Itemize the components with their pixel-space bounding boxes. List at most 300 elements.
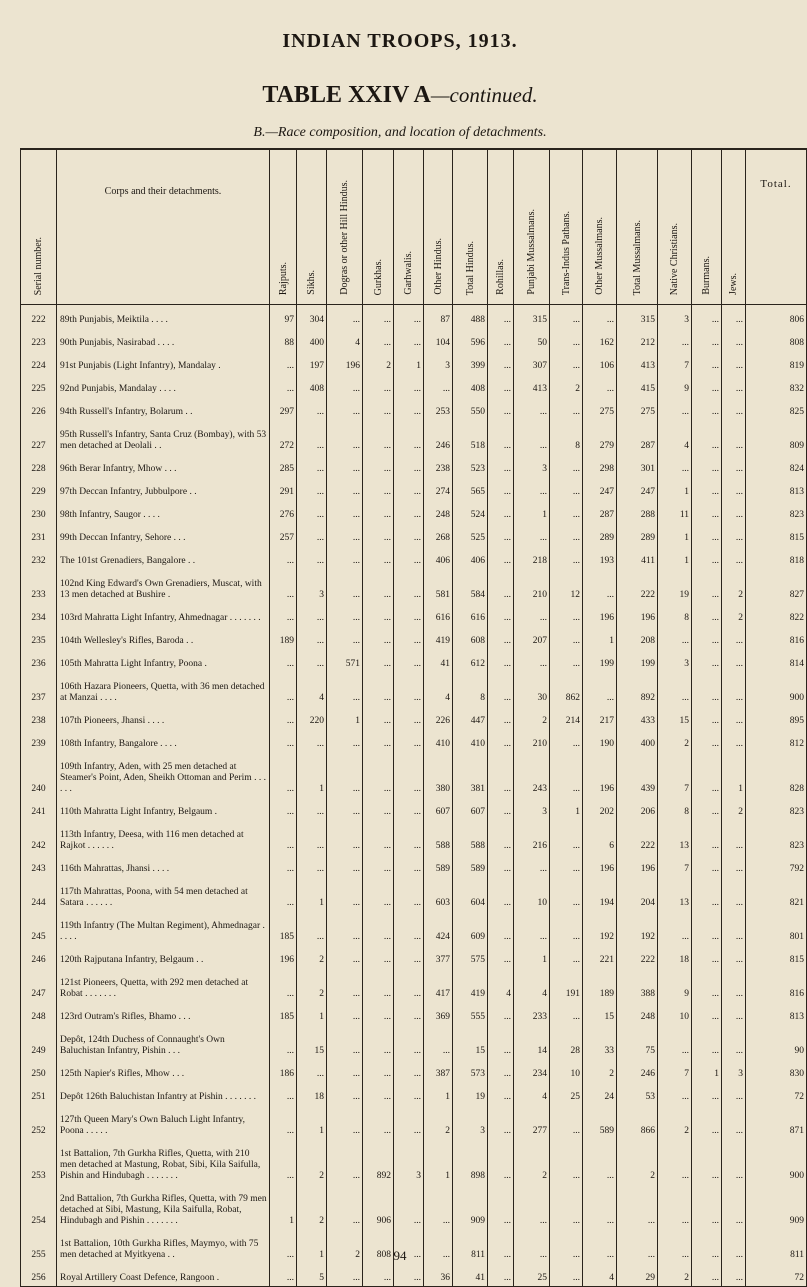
cell-value: 3 [658, 649, 692, 672]
cell-value: ... [514, 1184, 550, 1229]
cell-value: ... [488, 1105, 514, 1139]
cell-value: ... [270, 752, 297, 797]
cell-value: 287 [617, 420, 658, 454]
cell-value: ... [692, 523, 722, 546]
serial-number: 254 [21, 1184, 57, 1229]
cell-value: ... [394, 729, 424, 752]
cell-value: 15 [453, 1025, 488, 1059]
cell-value: 816 [746, 626, 807, 649]
cell-value: ... [550, 729, 583, 752]
cell-value: ... [363, 1263, 394, 1287]
cell-value: ... [722, 1139, 746, 1184]
cell-value: 15 [583, 1002, 617, 1025]
cell-value: ... [394, 546, 424, 569]
cell-value: ... [394, 854, 424, 877]
table-row [21, 546, 807, 569]
cell-value: ... [297, 523, 327, 546]
cell-value: ... [488, 1025, 514, 1059]
cell-value: 8 [658, 603, 692, 626]
cell-value: ... [394, 328, 424, 351]
cell-value: 4 [514, 1082, 550, 1105]
cell-value: 14 [514, 1025, 550, 1059]
cell-value: 10 [658, 1002, 692, 1025]
col-gurkhas: Gurkhas. [363, 149, 394, 305]
cell-value: ... [617, 1229, 658, 1263]
cell-value: ... [363, 603, 394, 626]
cell-value: ... [722, 911, 746, 945]
cell-value: 243 [514, 752, 550, 797]
cell-value: 612 [453, 649, 488, 672]
cell-value: ... [363, 1002, 394, 1025]
cell-value: 288 [617, 500, 658, 523]
serial-number: 225 [21, 374, 57, 397]
cell-value: 2 [297, 968, 327, 1002]
cell-value: 1 [722, 752, 746, 797]
cell-value: ... [583, 1229, 617, 1263]
table-row [21, 672, 807, 706]
cell-value: 408 [297, 374, 327, 397]
cell-value: 1 [550, 797, 583, 820]
col-native-christians: Native Christians. [658, 149, 692, 305]
cell-value: 3 [658, 305, 692, 329]
cell-value: ... [394, 374, 424, 397]
cell-value: 41 [453, 1263, 488, 1287]
cell-value: 19 [658, 569, 692, 603]
cell-value: ... [297, 477, 327, 500]
cell-value: ... [722, 397, 746, 420]
cell-value: 238 [424, 454, 453, 477]
cell-value: 29 [617, 1263, 658, 1287]
cell-value: 518 [453, 420, 488, 454]
cell-value: ... [488, 1139, 514, 1184]
cell-value: ... [488, 1082, 514, 1105]
cell-value: 1 [327, 706, 363, 729]
cell-value: 815 [746, 945, 807, 968]
cell-value: ... [722, 649, 746, 672]
cell-value: 4 [583, 1263, 617, 1287]
cell-value: ... [327, 1139, 363, 1184]
cell-value: ... [658, 1082, 692, 1105]
cell-value: 191 [550, 968, 583, 1002]
cell-value: 815 [746, 523, 807, 546]
col-trans-indus-pathans: Trans-Indus Pathans. [550, 149, 583, 305]
cell-value: 196 [617, 854, 658, 877]
cell-value: ... [722, 1105, 746, 1139]
cell-value: ... [488, 1184, 514, 1229]
cell-value: 196 [270, 945, 297, 968]
cell-value: ... [692, 911, 722, 945]
cell-value: 609 [453, 911, 488, 945]
cell-value: ... [327, 523, 363, 546]
cell-value: ... [363, 649, 394, 672]
cell-value: 226 [424, 706, 453, 729]
cell-value: 1 [297, 752, 327, 797]
cell-value: ... [488, 1263, 514, 1287]
cell-value: 2 [297, 1139, 327, 1184]
cell-value: ... [394, 1263, 424, 1287]
cell-value: 90 [746, 1025, 807, 1059]
cell-value: 895 [746, 706, 807, 729]
cell-value: ... [692, 374, 722, 397]
cell-value: 192 [617, 911, 658, 945]
cell-value: ... [270, 706, 297, 729]
cell-value: ... [658, 397, 692, 420]
cell-value: 221 [583, 945, 617, 968]
cell-value: ... [394, 672, 424, 706]
cell-value: 792 [746, 854, 807, 877]
cell-value: ... [297, 500, 327, 523]
cell-value: 189 [270, 626, 297, 649]
cell-value: ... [363, 968, 394, 1002]
cell-value: 1 [394, 351, 424, 374]
cell-value: 185 [270, 911, 297, 945]
cell-value: ... [363, 397, 394, 420]
cell-value: ... [583, 305, 617, 329]
page-number: 94 [393, 1248, 407, 1263]
cell-value: 285 [270, 454, 297, 477]
table-row [21, 569, 807, 603]
cell-value: 603 [424, 877, 453, 911]
serial-number: 251 [21, 1082, 57, 1105]
cell-value: 13 [658, 820, 692, 854]
corps-name: 2nd Battalion, 7th Gurkha Rifles, Quetta, with 79 men detached at Sibi, Mastung, Kila Saifulla, Robat, Hindubagh and Pishin . . . . . . . [57, 1184, 270, 1229]
cell-value: 248 [424, 500, 453, 523]
cell-value: ... [722, 546, 746, 569]
cell-value: 196 [327, 351, 363, 374]
cell-value: ... [722, 523, 746, 546]
cell-value: ... [488, 1059, 514, 1082]
cell-value: 410 [453, 729, 488, 752]
cell-value: ... [514, 1229, 550, 1263]
cell-value: ... [270, 877, 297, 911]
cell-value: ... [550, 649, 583, 672]
cell-value: 196 [583, 854, 617, 877]
table-row [21, 1184, 807, 1229]
corps-name: The 101st Grenadiers, Bangalore . . [57, 546, 270, 569]
cell-value: 50 [514, 328, 550, 351]
cell-value: ... [270, 649, 297, 672]
cell-value: ... [722, 1002, 746, 1025]
cell-value: 13 [658, 877, 692, 911]
cell-value: ... [327, 1184, 363, 1229]
corps-name: 119th Infantry (The Multan Regiment), Ahmednagar . . . . . [57, 911, 270, 945]
cell-value: 811 [453, 1229, 488, 1263]
cell-value: ... [488, 500, 514, 523]
corps-name: 94th Russell's Infantry, Bolarum . . [57, 397, 270, 420]
cell-value: 616 [424, 603, 453, 626]
cell-value: ... [692, 1082, 722, 1105]
table-title-suffix: —continued. [430, 83, 538, 107]
serial-number: 224 [21, 351, 57, 374]
cell-value: ... [722, 454, 746, 477]
cell-value: 72 [746, 1263, 807, 1287]
cell-value: ... [722, 1263, 746, 1287]
cell-value: 289 [617, 523, 658, 546]
cell-value: 214 [550, 706, 583, 729]
corps-name: 91st Punjabis (Light Infantry), Mandalay . [57, 351, 270, 374]
cell-value: 275 [617, 397, 658, 420]
cell-value: 7 [658, 1059, 692, 1082]
cell-value: 823 [746, 797, 807, 820]
cell-value: ... [394, 820, 424, 854]
col-total-hindus: Total Hindus. [453, 149, 488, 305]
cell-value: 581 [424, 569, 453, 603]
cell-value: ... [394, 1059, 424, 1082]
cell-value: 210 [514, 569, 550, 603]
cell-value: ... [550, 305, 583, 329]
cell-value: ... [692, 797, 722, 820]
cell-value: 1 [514, 945, 550, 968]
cell-value: 19 [453, 1082, 488, 1105]
cell-value: ... [327, 877, 363, 911]
col-rajputs: Rajputs. [270, 149, 297, 305]
cell-value: ... [488, 672, 514, 706]
cell-value: 196 [583, 752, 617, 797]
cell-value: ... [363, 911, 394, 945]
cell-value: ... [394, 1002, 424, 1025]
cell-value: ... [692, 1105, 722, 1139]
cell-value: ... [583, 374, 617, 397]
cell-value: 399 [453, 351, 488, 374]
cell-value: ... [363, 945, 394, 968]
cell-value: 2 [722, 569, 746, 603]
cell-value: 565 [453, 477, 488, 500]
cell-value: 808 [363, 1229, 394, 1263]
cell-value: 819 [746, 351, 807, 374]
corps-name: 127th Queen Mary's Own Baluch Light Infantry, Poona . . . . . [57, 1105, 270, 1139]
cell-value: 828 [746, 752, 807, 797]
cell-value: ... [297, 729, 327, 752]
cell-value: ... [394, 603, 424, 626]
cell-value: ... [424, 1229, 453, 1263]
cell-value: ... [297, 397, 327, 420]
cell-value: 217 [583, 706, 617, 729]
cell-value: ... [488, 626, 514, 649]
cell-value: 523 [453, 454, 488, 477]
cell-value: 1 [424, 1139, 453, 1184]
cell-value: ... [722, 1025, 746, 1059]
serial-number: 245 [21, 911, 57, 945]
cell-value: 36 [424, 1263, 453, 1287]
cell-value: 410 [424, 729, 453, 752]
serial-number: 222 [21, 305, 57, 329]
corps-name: 121st Pioneers, Quetta, with 292 men detached at Robat . . . . . . . [57, 968, 270, 1002]
col-other-hindus: Other Hindus. [424, 149, 453, 305]
cell-value: ... [270, 729, 297, 752]
cell-value: 4 [327, 328, 363, 351]
cell-value: ... [722, 328, 746, 351]
cell-value: ... [297, 626, 327, 649]
cell-value: ... [514, 911, 550, 945]
table-row [21, 500, 807, 523]
col-total-mussalmans: Total Mussalmans. [617, 149, 658, 305]
cell-value: 1 [297, 1105, 327, 1139]
cell-value: 813 [746, 477, 807, 500]
cell-value: ... [363, 420, 394, 454]
cell-value: ... [692, 328, 722, 351]
cell-value: 277 [514, 1105, 550, 1139]
corps-name: 97th Deccan Infantry, Jubbulpore . . [57, 477, 270, 500]
cell-value: ... [514, 477, 550, 500]
cell-value: 900 [746, 672, 807, 706]
cell-value: 813 [746, 1002, 807, 1025]
cell-value: 3 [722, 1059, 746, 1082]
cell-value: ... [394, 454, 424, 477]
cell-value: ... [363, 729, 394, 752]
cell-value: ... [514, 603, 550, 626]
cell-value: ... [363, 454, 394, 477]
cell-value: ... [363, 1105, 394, 1139]
cell-value: ... [297, 603, 327, 626]
cell-value: ... [363, 854, 394, 877]
cell-value: 7 [658, 854, 692, 877]
cell-value: ... [692, 649, 722, 672]
corps-name: 113th Infantry, Deesa, with 116 men detached at Rajkot . . . . . . [57, 820, 270, 854]
cell-value: ... [722, 706, 746, 729]
cell-value: ... [424, 1184, 453, 1229]
cell-value: ... [488, 752, 514, 797]
cell-value: ... [297, 854, 327, 877]
cell-value: ... [327, 729, 363, 752]
cell-value: ... [270, 351, 297, 374]
cell-value: 588 [424, 820, 453, 854]
cell-value: ... [550, 603, 583, 626]
cell-value: 377 [424, 945, 453, 968]
cell-value: ... [424, 1025, 453, 1059]
cell-value: ... [722, 729, 746, 752]
table-row [21, 626, 807, 649]
cell-value: 9 [658, 968, 692, 1002]
cell-value: ... [363, 546, 394, 569]
cell-value: 488 [453, 305, 488, 329]
cell-value: ... [270, 569, 297, 603]
cell-value: 6 [583, 820, 617, 854]
cell-value: ... [692, 351, 722, 374]
cell-value: ... [692, 1229, 722, 1263]
table-row [21, 603, 807, 626]
cell-value: 3 [424, 351, 453, 374]
cell-value: 584 [453, 569, 488, 603]
corps-name: Royal Artillery Coast Defence, Rangoon . [57, 1263, 270, 1287]
serial-number: 244 [21, 877, 57, 911]
cell-value: ... [327, 1059, 363, 1082]
cell-value: 9 [658, 374, 692, 397]
cell-value: ... [327, 1025, 363, 1059]
serial-number: 256 [21, 1263, 57, 1287]
cell-value: ... [722, 877, 746, 911]
cell-value: 3 [453, 1105, 488, 1139]
cell-value: 233 [514, 1002, 550, 1025]
cell-value: 246 [617, 1059, 658, 1082]
cell-value: 616 [453, 603, 488, 626]
cell-value: ... [394, 649, 424, 672]
col-dogras: Dogras or other Hill Hindus. [327, 149, 363, 305]
cell-value: ... [270, 1105, 297, 1139]
cell-value: ... [692, 546, 722, 569]
cell-value: 589 [424, 854, 453, 877]
cell-value: 202 [583, 797, 617, 820]
cell-value: 825 [746, 397, 807, 420]
cell-value: 555 [453, 1002, 488, 1025]
cell-value: 8 [453, 672, 488, 706]
cell-value: 1 [658, 546, 692, 569]
cell-value: 207 [514, 626, 550, 649]
cell-value: 186 [270, 1059, 297, 1082]
cell-value: 1 [424, 1082, 453, 1105]
cell-value: ... [550, 328, 583, 351]
cell-value: ... [394, 1184, 424, 1229]
cell-value: 406 [424, 546, 453, 569]
cell-value: 25 [514, 1263, 550, 1287]
cell-value: 15 [658, 706, 692, 729]
cell-value: 2 [363, 351, 394, 374]
cell-value: ... [327, 1263, 363, 1287]
running-head: INDIAN TROOPS, 1913. [282, 30, 518, 52]
cell-value: ... [583, 1184, 617, 1229]
table-row [21, 328, 807, 351]
cell-value: 4 [514, 968, 550, 1002]
cell-value: 210 [514, 729, 550, 752]
corps-name: 103rd Mahratta Light Infantry, Ahmednagar . . . . . . . [57, 603, 270, 626]
cell-value: 206 [617, 797, 658, 820]
cell-value: 3 [297, 569, 327, 603]
cell-value: ... [270, 1082, 297, 1105]
cell-value: ... [722, 820, 746, 854]
serial-number: 230 [21, 500, 57, 523]
cell-value: ... [297, 454, 327, 477]
col-corps: Corps and their detachments. [57, 149, 270, 305]
table-subtitle: B.—Race composition, and location of detachments. [253, 125, 547, 140]
cell-value: 1 [270, 1184, 297, 1229]
cell-value: ... [550, 397, 583, 420]
cell-value: ... [270, 1025, 297, 1059]
cell-value: ... [692, 729, 722, 752]
cell-value: 433 [617, 706, 658, 729]
cell-value: ... [394, 911, 424, 945]
cell-value: ... [692, 1139, 722, 1184]
cell-value: 106 [583, 351, 617, 374]
cell-value: ... [722, 672, 746, 706]
cell-value: 900 [746, 1139, 807, 1184]
cell-value: ... [692, 968, 722, 1002]
cell-value: 573 [453, 1059, 488, 1082]
cell-value: 212 [617, 328, 658, 351]
serial-number: 235 [21, 626, 57, 649]
corps-name: 108th Infantry, Bangalore . . . . [57, 729, 270, 752]
cell-value: ... [658, 672, 692, 706]
cell-value: 274 [424, 477, 453, 500]
cell-value: 287 [583, 500, 617, 523]
cell-value: 222 [617, 820, 658, 854]
cell-value: ... [550, 911, 583, 945]
cell-value: ... [327, 500, 363, 523]
cell-value: ... [488, 546, 514, 569]
cell-value: 72 [746, 1082, 807, 1105]
cell-value: 24 [583, 1082, 617, 1105]
cell-value: 1 [692, 1059, 722, 1082]
serial-number: 236 [21, 649, 57, 672]
cell-value: 411 [617, 546, 658, 569]
cell-value: ... [550, 820, 583, 854]
cell-value: 291 [270, 477, 297, 500]
serial-number: 227 [21, 420, 57, 454]
serial-number: 253 [21, 1139, 57, 1184]
cell-value: ... [692, 1184, 722, 1229]
cell-value: ... [722, 945, 746, 968]
cell-value: 30 [514, 672, 550, 706]
cell-value: ... [363, 569, 394, 603]
cell-value: 194 [583, 877, 617, 911]
